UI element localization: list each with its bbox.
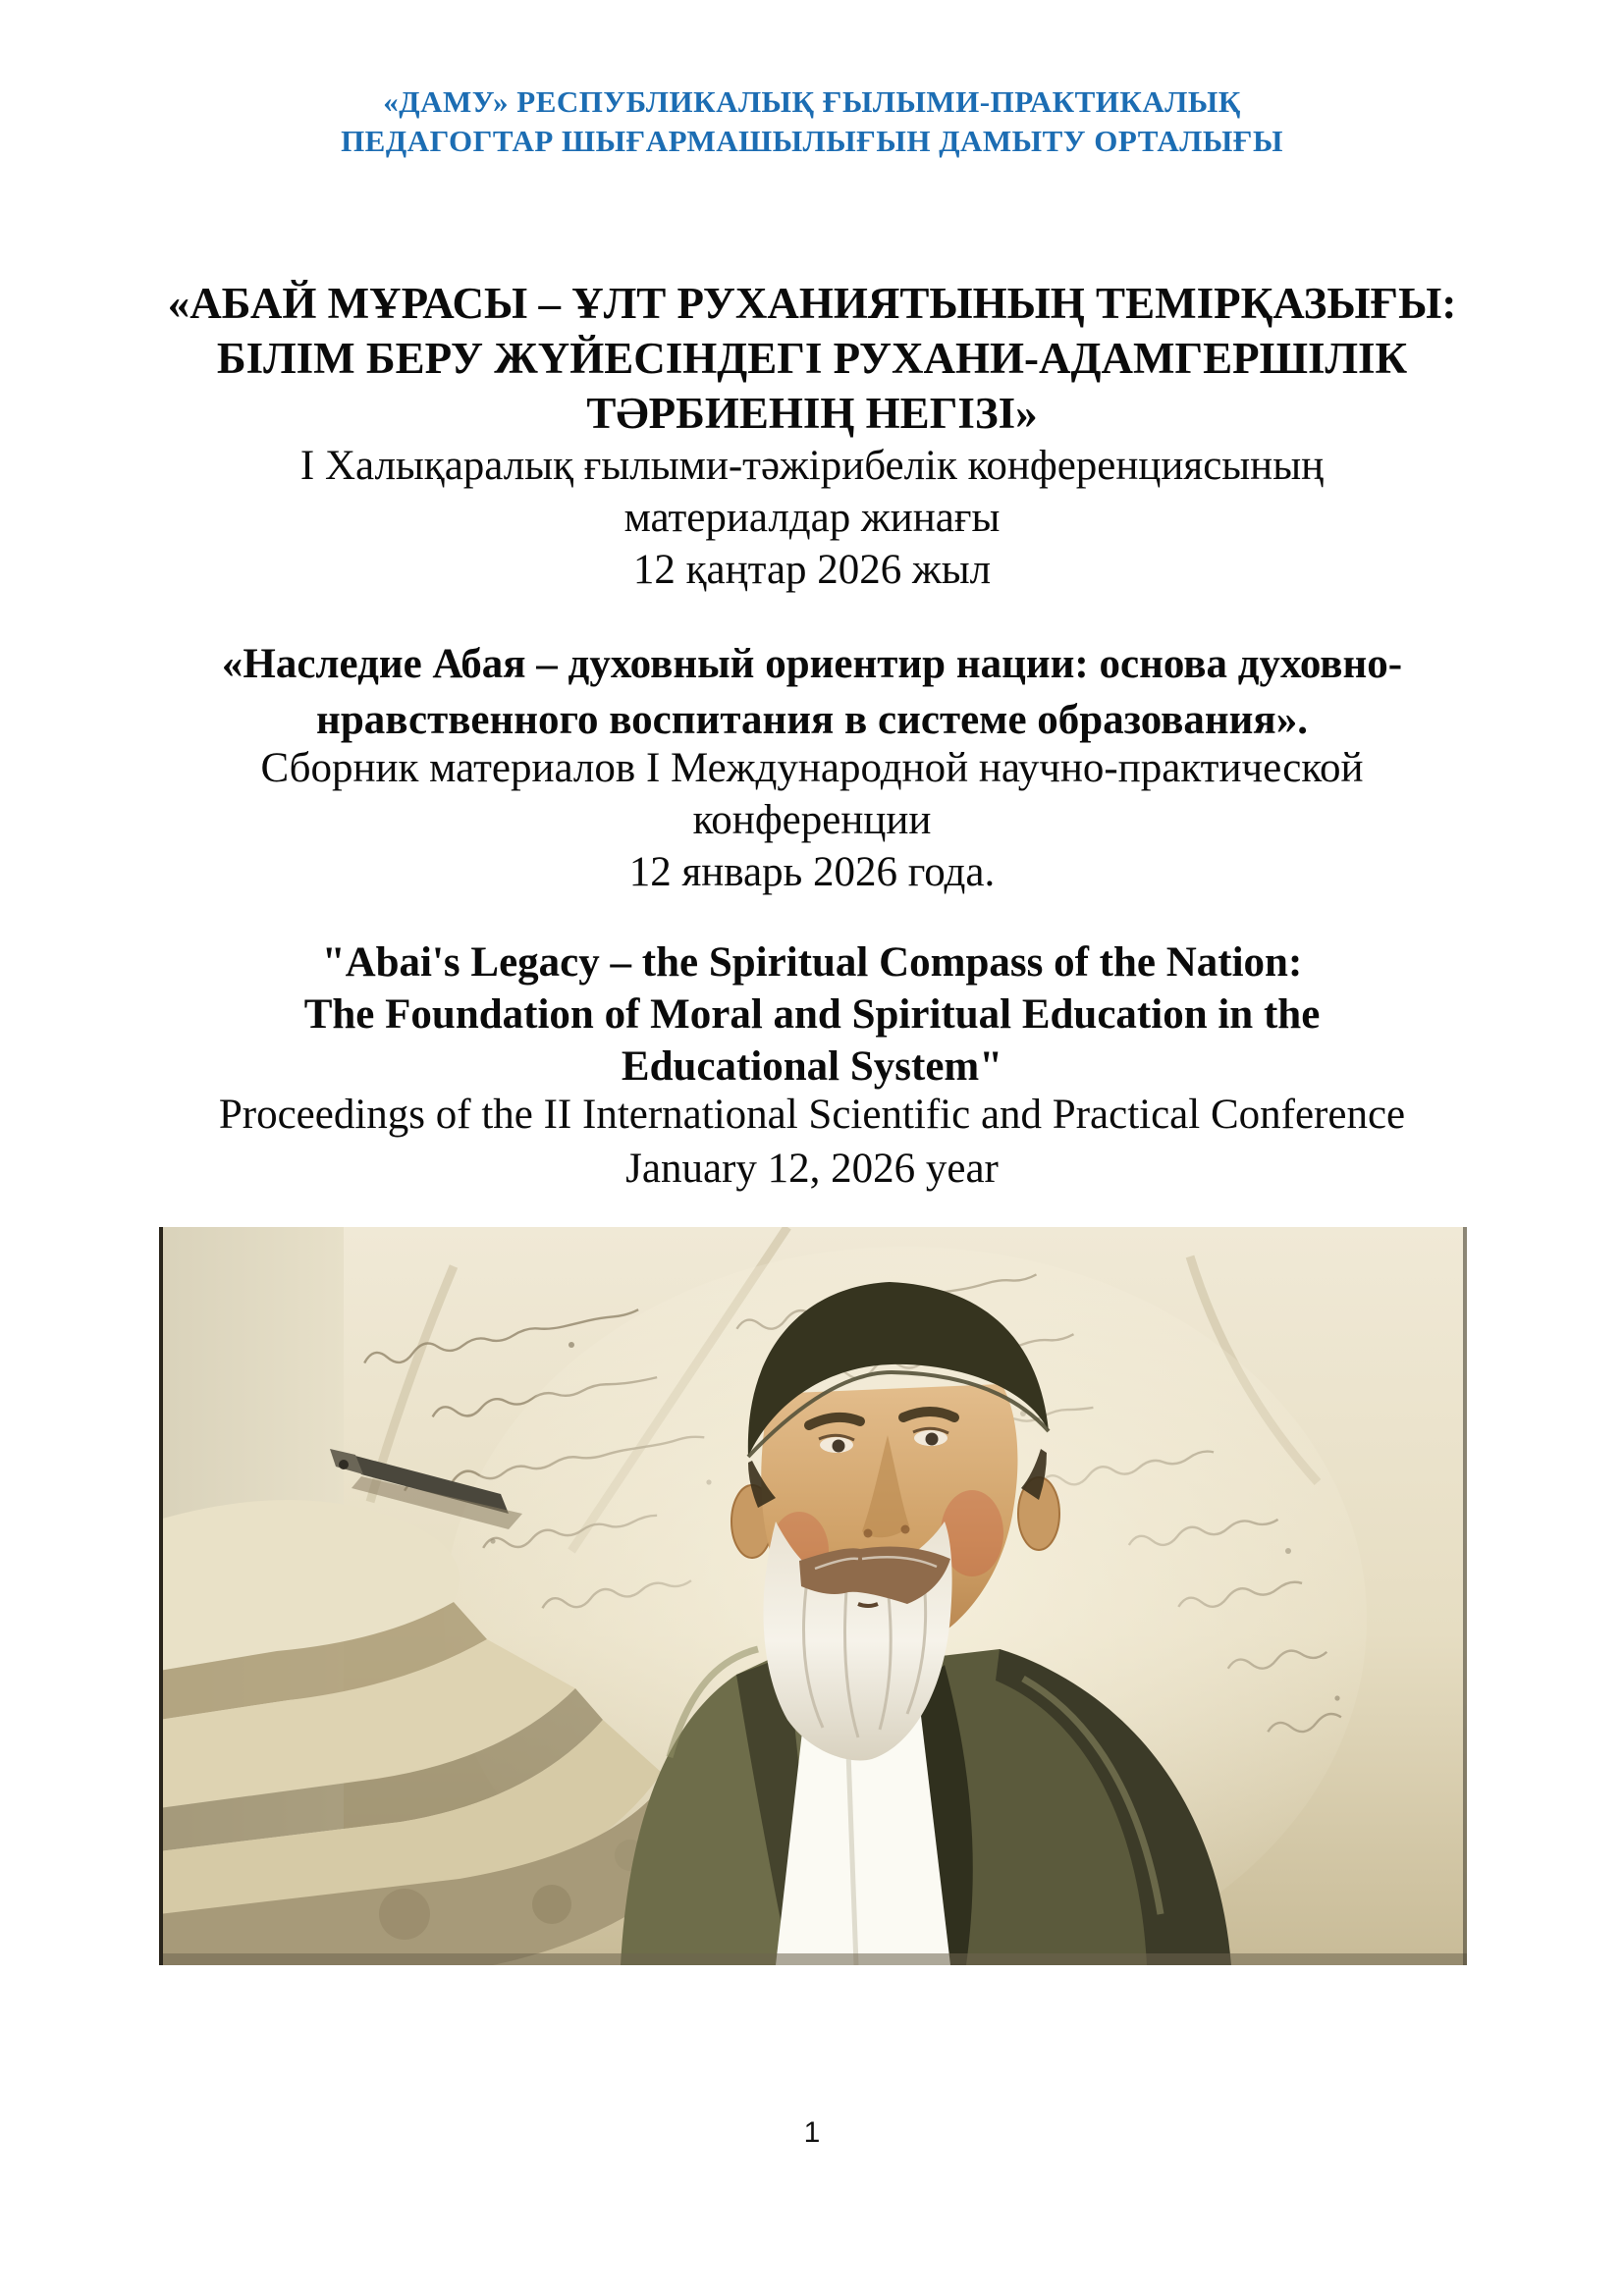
abai-portrait-image bbox=[159, 1227, 1467, 1965]
russian-subtitle-line: Сборник материалов І Международной научно-практической bbox=[260, 745, 1364, 791]
russian-subtitle-line: 12 январь 2026 года. bbox=[628, 849, 996, 895]
kazakh-title-line: БІЛІМ БЕРУ ЖҮЙЕСІНДЕГІ РУХАНИ-АДАМГЕРШІЛІК bbox=[216, 334, 1408, 383]
abai-portrait-illustration bbox=[159, 1227, 1467, 1965]
russian-subtitle bbox=[0, 742, 1624, 898]
english-title-line: The Foundation of Moral and Spiritual Education in the bbox=[303, 991, 1321, 1038]
english-subtitle-line: January 12, 2026 year bbox=[625, 1146, 999, 1192]
english-subtitle bbox=[0, 1088, 1624, 1196]
page-number: 1 bbox=[803, 2116, 821, 2149]
russian-conference-title bbox=[0, 636, 1624, 748]
kazakh-subtitle-line: материалдар жинағы bbox=[623, 495, 1001, 541]
organization-header-line1: «ДАМУ» РЕСПУБЛИКАЛЫҚ ҒЫЛЫМИ-ПРАКТИКАЛЫҚ bbox=[383, 84, 1241, 119]
kazakh-conference-title bbox=[0, 276, 1624, 441]
english-title-line: "Abai's Legacy – the Spiritual Compass of the Nation: bbox=[321, 939, 1303, 986]
russian-title-line: нравственного воспитания в системе образования». bbox=[316, 697, 1308, 743]
kazakh-title-line: «АБАЙ МҰРАСЫ – ҰЛТ РУХАНИЯТЫНЫҢ ТЕМІРҚАЗЫҒЫ: bbox=[167, 279, 1457, 328]
organization-header bbox=[0, 82, 1624, 161]
kazakh-subtitle-line: 12 қаңтар 2026 жыл bbox=[632, 547, 992, 593]
kazakh-subtitle bbox=[0, 440, 1624, 596]
english-conference-title bbox=[0, 936, 1624, 1093]
kazakh-subtitle-line: І Халықаралық ғылыми-тәжірибелік конференциясының bbox=[299, 443, 1325, 489]
english-subtitle-line: Proceedings of the II International Scientific and Practical Conference bbox=[218, 1092, 1406, 1138]
russian-title-line: «Наследие Абая – духовный ориентир нации: основа духовно- bbox=[221, 641, 1403, 687]
organization-header-line2: ПЕДАГОГТАР ШЫҒАРМАШЫЛЫҒЫН ДАМЫТУ ОРТАЛЫҒЫ bbox=[341, 124, 1283, 158]
kazakh-title-line: ТӘРБИЕНІҢ НЕГІЗІ» bbox=[586, 389, 1038, 438]
english-title-line: Educational System" bbox=[621, 1043, 1003, 1090]
russian-subtitle-line: конференции bbox=[692, 797, 932, 843]
